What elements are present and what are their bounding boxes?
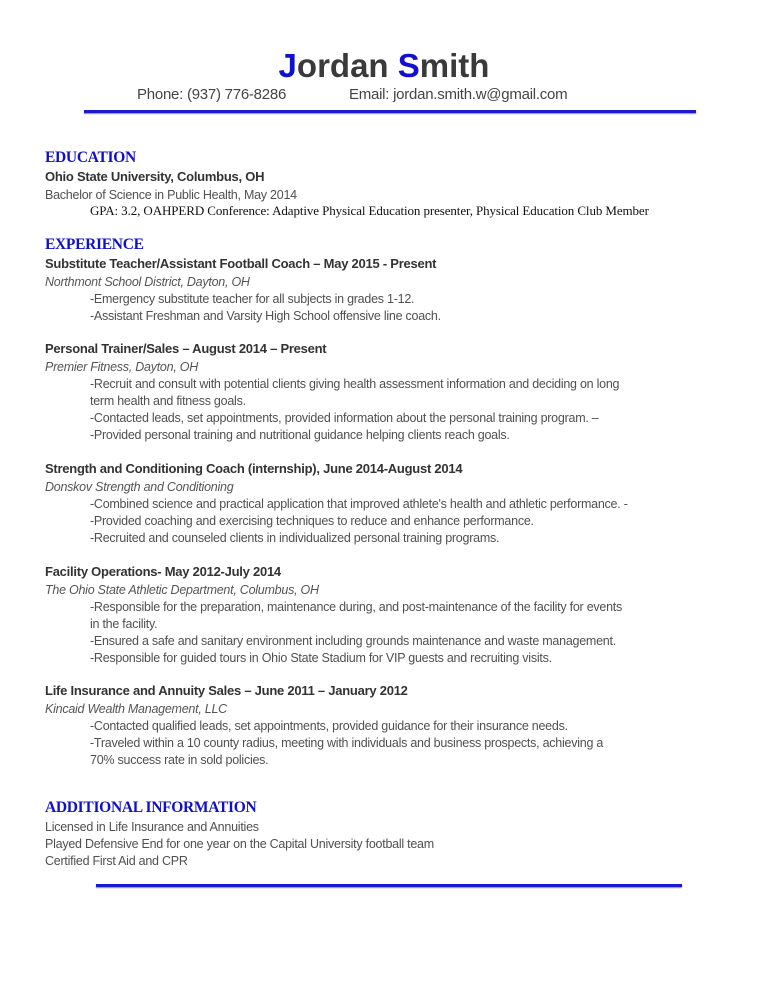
job-bullet: -Contacted leads, set appointments, provided information about the personal training program. – xyxy=(90,411,599,425)
email: Email: jordan.smith.w@gmail.com xyxy=(349,86,568,103)
job-bullet: in the facility. xyxy=(90,617,158,631)
job-bullet: term health and fitness goals. xyxy=(90,394,246,408)
footer-rule xyxy=(96,884,682,887)
job-bullet: -Combined science and practical application that improved athlete's health and athletic performance. - xyxy=(90,497,628,511)
additional-item: Played Defensive End for one year on the Capital University football team xyxy=(45,837,434,851)
job-bullet: -Contacted qualified leads, set appointments, provided guidance for their insurance needs. xyxy=(90,719,568,733)
additional-item: Certified First Aid and CPR xyxy=(45,854,188,868)
name-part: ordan xyxy=(296,47,398,84)
job-title: Strength and Conditioning Coach (internship), June 2014-August 2014 xyxy=(45,461,463,476)
job-bullet: -Traveled within a 10 county radius, meeting with individuals and business prospects, achieving a xyxy=(90,736,604,750)
job-organization: The Ohio State Athletic Department, Columbus, OH xyxy=(45,583,319,597)
job-organization: Donskov Strength and Conditioning xyxy=(45,480,234,494)
job-bullet: -Responsible for guided tours in Ohio State Stadium for VIP guests and recruiting visits. xyxy=(90,651,552,665)
job-bullet: -Recruited and counseled clients in individualized personal training programs. xyxy=(90,531,500,545)
header-rule xyxy=(84,110,696,113)
job-bullet: 70% success rate in sold policies. xyxy=(90,753,269,767)
job-organization: Northmont School District, Dayton, OH xyxy=(45,275,250,289)
section-additional-heading: ADDITIONAL INFORMATION xyxy=(45,799,257,816)
job-bullet: -Assistant Freshman and Varsity High School offensive line coach. xyxy=(90,309,441,323)
job-bullet: -Recruit and consult with potential clients giving health assessment information and deciding on long xyxy=(90,377,620,391)
job-title: Substitute Teacher/Assistant Football Coach – May 2015 - Present xyxy=(45,256,437,271)
section-experience-heading: EXPERIENCE xyxy=(45,236,144,253)
phone: Phone: (937) 776-8286 xyxy=(137,86,287,103)
education-details: GPA: 3.2, OAHPERD Conference: Adaptive Physical Education presenter, Physical Education Club Member xyxy=(90,203,649,218)
name-initial: S xyxy=(397,47,420,84)
job-title: Life Insurance and Annuity Sales – June 2011 – January 2012 xyxy=(45,683,408,698)
degree: Bachelor of Science in Public Health, May 2014 xyxy=(45,188,297,202)
additional-item: Licensed in Life Insurance and Annuities xyxy=(45,820,259,834)
name-part: mith xyxy=(419,47,490,84)
job-bullet: -Emergency substitute teacher for all subjects in grades 1-12. xyxy=(90,292,415,306)
section-education-heading: EDUCATION xyxy=(45,149,136,166)
job-title: Facility Operations- May 2012-July 2014 xyxy=(45,564,281,579)
job-bullet: -Provided personal training and nutritional guidance helping clients reach goals. xyxy=(90,428,510,442)
job-bullet: -Responsible for the preparation, maintenance during, and post-maintenance of the facility for events xyxy=(90,600,623,614)
job-bullet: -Provided coaching and exercising techniques to reduce and enhance performance. xyxy=(90,514,534,528)
job-organization: Kincaid Wealth Management, LLC xyxy=(45,702,227,716)
name-initial: J xyxy=(278,47,297,84)
job-bullet: -Ensured a safe and sanitary environment including grounds maintenance and waste management. xyxy=(90,634,616,648)
job-organization: Premier Fitness, Dayton, OH xyxy=(45,360,199,374)
school: Ohio State University, Columbus, OH xyxy=(45,169,265,184)
job-title: Personal Trainer/Sales – August 2014 – Present xyxy=(45,341,327,356)
candidate-name xyxy=(0,44,768,88)
